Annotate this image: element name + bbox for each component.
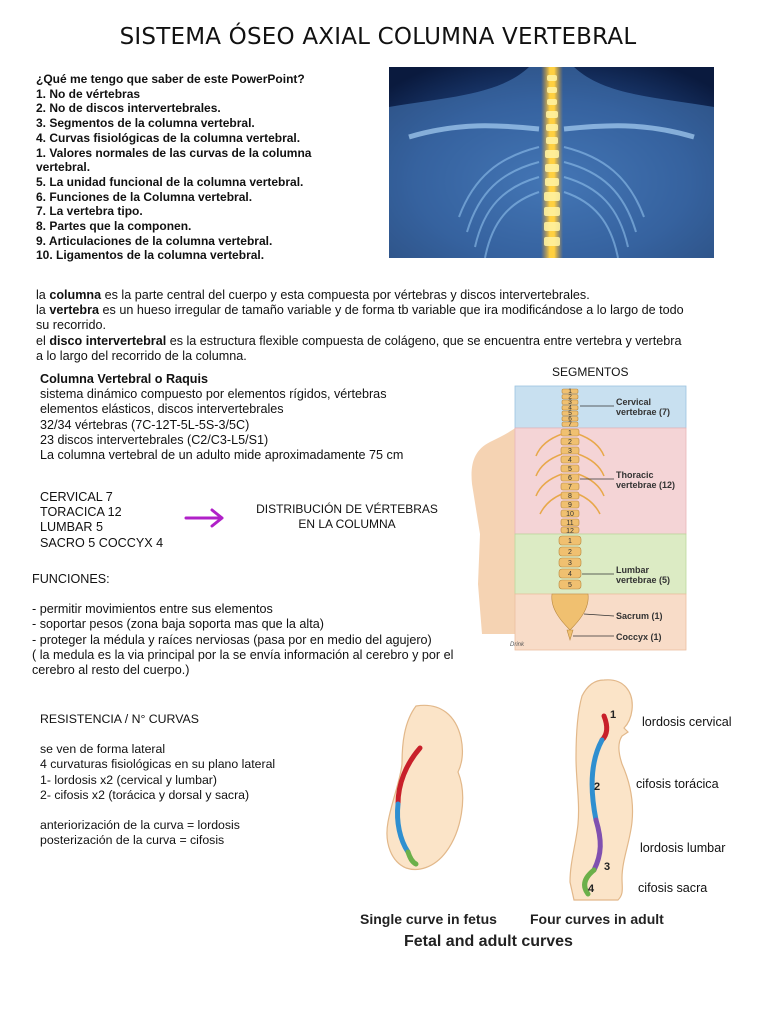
count-thoracic: TORACICA 12 [40,505,122,520]
objective-item: 9. Articulaciones de la columna vertebral. [36,233,273,248]
spine-segments-diagram [470,384,690,654]
intro-vertebra [36,303,686,333]
intro-text: es la parte central del cuerpo y esta compuesta por vértebras y discos intervertebrales. [101,288,590,302]
intro-disco [36,334,686,364]
vertebra-number: 6 [568,415,572,423]
arrow-right-icon [182,507,230,529]
functions-heading: FUNCIONES: [32,572,110,586]
objective-item: 5. La unidad funcional de la columna vertebral. [36,174,304,189]
figure-caption: Fetal and adult curves [404,933,573,950]
distribution-line: DISTRIBUCIÓN DE VÉRTEBRAS [256,502,438,516]
function-item: - permitir movimientos entre sus elementos [32,602,273,617]
intro-text: la [36,303,50,318]
vertebra-number: 3 [568,448,572,455]
raquis-line: La columna vertebral de un adulto mide aproximadamente 75 cm [40,448,404,463]
objective-item: 10. Ligamentos de la columna vertebral. [36,248,265,263]
vertebra-number: 4 [568,404,572,412]
objective-item: 1. No de vértebras [36,86,141,101]
vertebra-number: 6 [568,475,572,482]
label-lumbar-sub: vertebrae (5) [616,575,671,585]
band-lumbar [515,534,686,594]
spacer [32,587,482,602]
adult-caption: Four curves in adult [530,911,664,927]
vertebra-number: 5 [568,410,572,417]
function-item: - proteger la médula y raíces nerviosas (pasa por en medio del agujero) [32,632,432,647]
cervical-numbers [568,388,572,428]
label-lordosis-lumbar: lordosis lumbar [640,841,726,855]
curves-line: 4 curvaturas fisiológicas en su plano lateral [40,757,276,772]
intro-paragraph [36,288,686,364]
intro-text: el [36,333,50,348]
vertebra-number: 4 [568,457,572,464]
label-cifosis-toracica: cifosis torácica [636,777,719,791]
objective-item: 1. Valores normales de las curvas de la columna [36,145,312,160]
label-thoracic: Thoracic [616,470,654,480]
page-title: SISTEMA ÓSEO AXIAL COLUMNA VERTEBRAL [119,24,637,50]
vertebra-number: 11 [566,520,574,527]
vertebra-number: 2 [568,393,572,401]
count-cervical: CERVICAL 7 [40,490,113,504]
curves-section [40,712,275,848]
curves-line: posterización de la curva = cifosis [40,833,225,848]
vertebra-number: 12 [566,528,574,535]
raquis-line: 32/34 vértebras (7C-12T-5L-5S-3/5C) [40,417,250,432]
vertebra-number: 2 [568,439,572,446]
label-cervical: Cervical [616,397,652,407]
term-vertebra: vertebra [49,303,100,318]
label-lumbar: Lumbar [616,565,650,575]
label-coccyx: Coccyx (1) [616,632,662,642]
spine-xray-image [389,67,714,258]
spacer [40,727,275,742]
vertebra-number: 5 [568,466,572,473]
segments-title: SEGMENTOS [552,365,629,379]
curve-number: 4 [588,883,595,895]
vertebra-number: 3 [568,399,572,406]
distribution-caption [244,502,450,531]
intro-text: la [36,288,50,302]
intro-text: es la estructura flexible compuesta de colágeno, que se encuentra entre vertebra y vertebra a lo largo del recorrido de la columna. [36,333,682,363]
label-sacrum: Sacrum (1) [616,611,663,621]
vertebra-counts [40,490,163,551]
objective-item: 8. Partes que la componen. [36,219,192,234]
function-note: ( la medula es la via principal por la se envía información al cerebro y por el cerebro al resto del cuerpo.) [32,647,454,678]
vertebra-number: 1 [568,430,572,437]
curve-number: 2 [594,781,601,793]
objective-item: 4. Curvas fisiológicas de la columna vertebral. [36,130,301,145]
vertebra-number: 4 [568,571,572,578]
curves-line: se ven de forma lateral [40,742,166,757]
objective-item: 2. No de discos intervertebrales. [36,101,221,116]
vertebra-number: 5 [568,582,572,589]
curve-number: 3 [604,861,611,873]
raquis-section [40,372,403,463]
curves-line: 1- lordosis x2 (cervical y lumbar) [40,772,217,787]
functions-section [32,572,482,678]
objective-item: 3. Segmentos de la columna vertebral. [36,116,255,131]
term-disco: disco intervertebral [49,333,167,348]
spacer [40,803,275,818]
vertebra-number: 7 [568,484,572,491]
vertebra-number: 1 [568,388,572,395]
function-item: - soportar pesos (zona baja soporta mas que la alta) [32,617,324,632]
curves-heading: RESISTENCIA / N° CURVAS [40,712,199,726]
vertebra-number: 2 [568,549,572,556]
label-lordosis-cervical: lordosis cervical [642,715,732,729]
vertebra-number: 9 [568,502,572,509]
count-lumbar: LUMBAR 5 [40,520,103,535]
vertebra-number: 10 [566,511,574,518]
count-sacrum-coccyx: SACRO 5 COCCYX 4 [40,535,164,550]
intro-columna [36,288,686,303]
vertebra-number: 8 [568,493,572,500]
label-cifosis-sacra: cifosis sacra [638,881,708,895]
artist-signature: Drink [510,642,525,648]
objectives-list [36,72,311,263]
label-thoracic-sub: vertebrae (12) [616,480,676,490]
curves-line: 2- cifosis x2 (torácica y dorsal y sacra) [40,787,250,802]
distribution-line: EN LA COLUMNA [298,516,396,531]
label-cervical-sub: vertebrae (7) [616,407,671,417]
raquis-line: 23 discos intervertebrales (C2/C3-L5/S1) [40,432,269,447]
curve-number: 1 [610,709,617,721]
adult-silhouette [570,680,633,900]
objective-item: 6. Funciones de la Columna vertebral. [36,189,253,204]
raquis-line: sistema dinámico compuesto por elementos rígidos, vértebras [40,387,387,402]
vertebra-number: 3 [568,560,572,567]
curves-line: anteriorización de la curva = lordosis [40,818,240,833]
term-columna: columna [49,288,102,302]
vertebra-number: 1 [568,538,572,545]
objective-item: vertebral. [36,160,91,175]
vertebra-number: 7 [568,421,572,428]
fetus-caption: Single curve in fetus [360,911,497,927]
intro-text: es un hueso irregular de tamaño variable y de forma tb variable que ira modificándose a lo largo de todo su recorrido. [36,303,684,333]
raquis-heading: Columna Vertebral o Raquis [40,372,208,386]
objectives-heading: ¿Qué me tengo que saber de este PowerPoint? [36,72,305,86]
objective-item: 7. La vertebra tipo. [36,204,143,219]
raquis-line: elementos elásticos, discos intervertebrales [40,402,284,417]
